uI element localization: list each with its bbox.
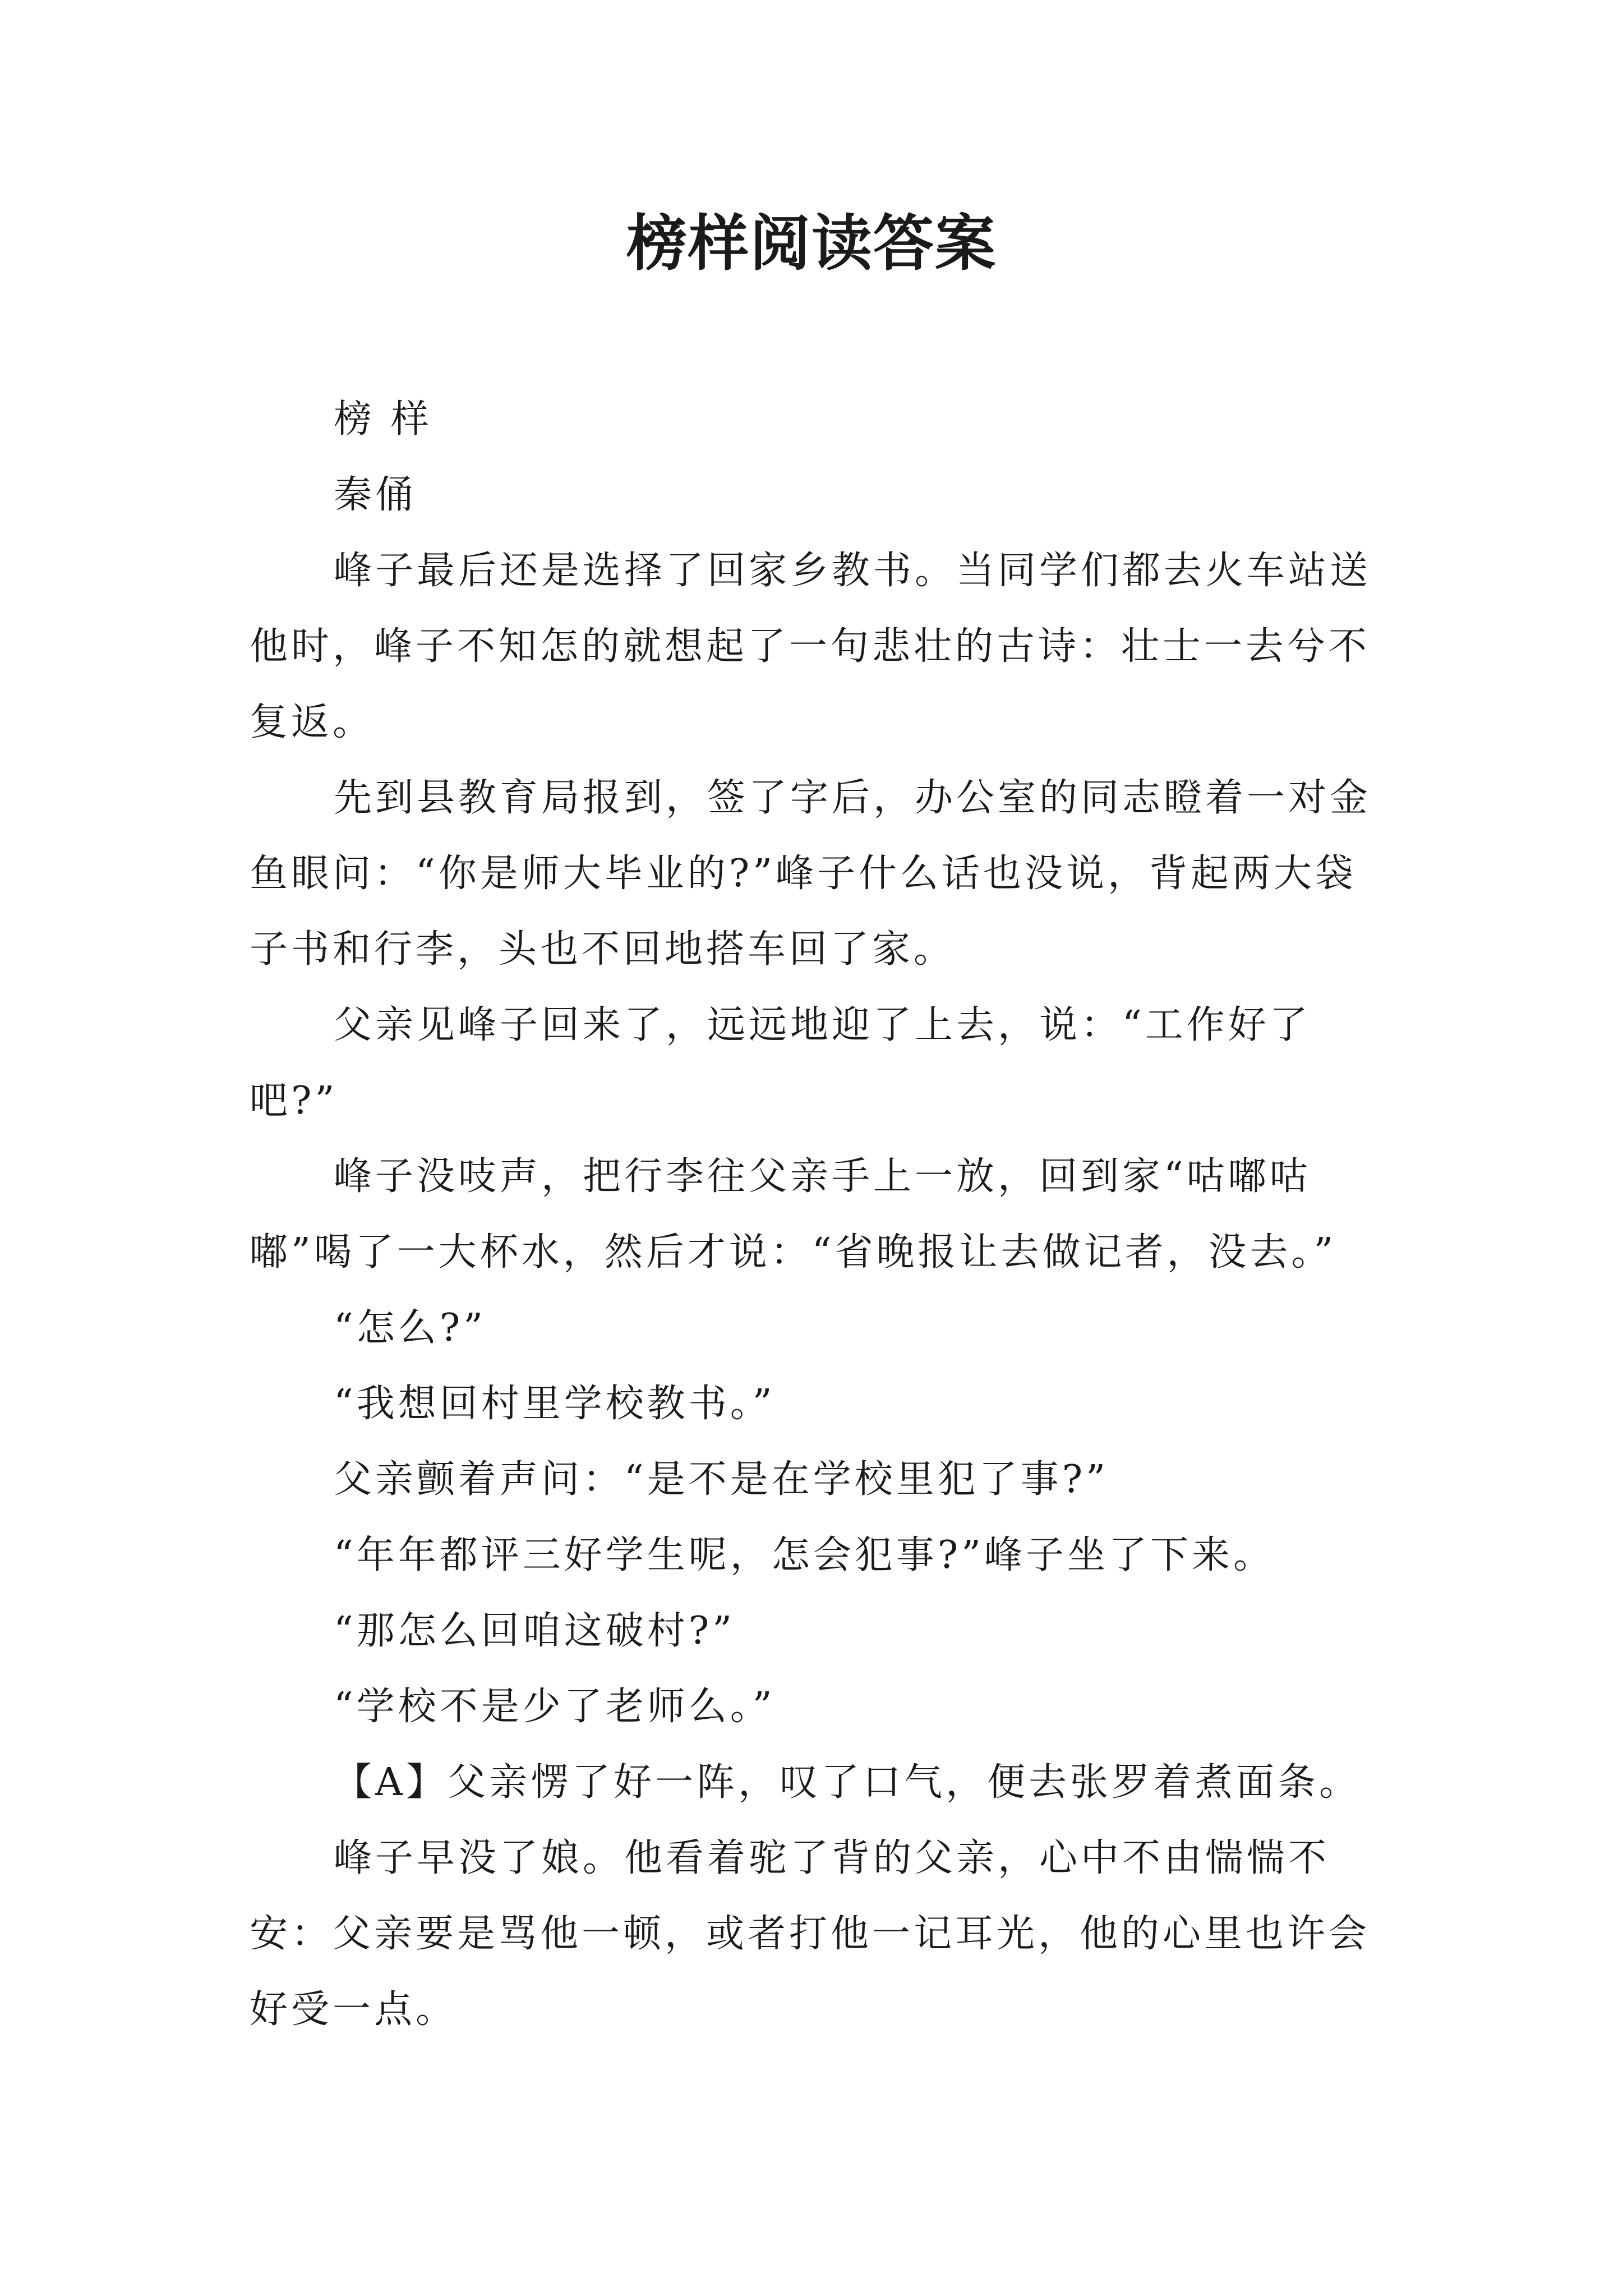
document-title: 榜样阅读答案 — [626, 209, 997, 279]
paragraph: 峰子最后还是选择了回家乡教书。当同学们都去火车站送他时，峰子不知怎的就想起了一句悲壮的古诗：壮士一去兮不复返。 — [250, 549, 1372, 744]
paragraph: 峰子早没了娘。他看着驼了背的父亲，心中不由惴惴不安：父亲要是骂他一顿，或者打他一记耳光，他的心里也许会好受一点。 — [250, 1836, 1371, 2032]
dialogue-line: 父亲颤着声问：“是不是在学校里犯了事?” — [334, 1457, 1109, 1502]
dialogue-line: “那怎么回咱这破村?” — [334, 1609, 735, 1653]
author-name: 秦俑 — [334, 473, 417, 517]
paragraph: 先到县教育局报到，签了字后，办公室的同志瞪着一对金鱼眼问：“你是师大毕业的?”峰子什么话也没说，背起两大袋子书和行李，头也不回地搭车回了家。 — [250, 776, 1372, 972]
marked-paragraph-a: 【A】父亲愣了好一阵，叹了口气，便去张罗着煮面条。 — [334, 1760, 1361, 1805]
dialogue-line: “年年都评三好学生呢，怎会犯事?”峰子坐了下来。 — [334, 1533, 1275, 1577]
dialogue-line: “我想回村里学校教书。” — [334, 1382, 776, 1426]
paragraph: 峰子没吱声，把行李往父亲手上一放，回到家“咕嘟咕嘟”喝了一大杯水，然后才说：“省晚报让去做记者，没去。” — [250, 1154, 1337, 1274]
document-body — [250, 381, 1394, 2047]
dialogue-line: “学校不是少了老师么。” — [334, 1685, 776, 1729]
dialogue-line: “怎么?” — [334, 1306, 486, 1350]
paragraph: 父亲见峰子回来了，远远地迎了上去，说：“工作好了吧?” — [250, 1003, 1311, 1123]
story-title: 榜 样 — [334, 397, 432, 441]
